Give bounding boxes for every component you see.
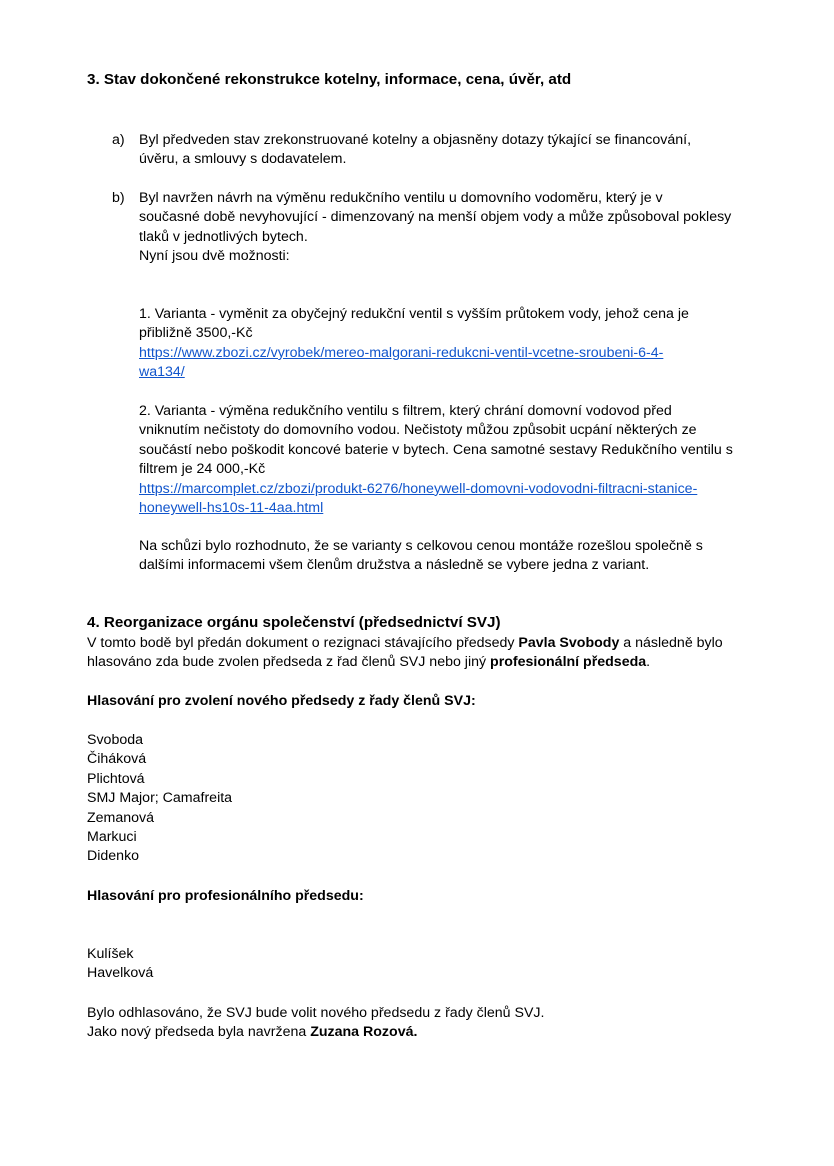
variant-1-link[interactable]: https://www.zbozi.cz/vyrobek/mereo-malgorani-redukcni-ventil-vcetne-sroubeni-6-4- wa134/ [139, 344, 664, 381]
variant-1 [139, 305, 759, 383]
result-paragraph [87, 1004, 767, 1043]
text-line: současné době nevyhovující - dimenzovaný na menší objem vody a může způsoboval poklesy [139, 209, 732, 226]
section-3-heading: 3. Stav dokončené rekonstrukce kotelny, informace, cena, úvěr, atd [87, 71, 572, 88]
text-line: Byl předveden stav zrekonstruované kotelny a objasněny dotazy týkající se financování, [139, 132, 692, 148]
text-line: V tomto bodě byl předán dokument o rezignaci stávajícího předsedy Pavla Svobody a následně bylo [87, 635, 723, 651]
list-item: Svoboda [87, 732, 144, 748]
item-a-label: a) [112, 132, 125, 148]
vote-members-heading: Hlasování pro zvolení nového předsedy z řady členů SVJ: [87, 693, 476, 709]
item-b-text [139, 189, 759, 267]
proposed-chair-name: Zuzana Rozová. [310, 1024, 418, 1041]
text-line: 1. Varianta - vyměnit za obyčejný redukční ventil s vyšším průtokem vody, jehož cena je [139, 306, 689, 322]
variant-2-link[interactable]: https://marcomplet.cz/zbozi/produkt-6276/honeywell-domovni-vodovodni-filtracni-stanice- honeywell-hs10s-11-4aa.html [139, 480, 698, 517]
text-line: vniknutím nečistoty do domovního vodou. Nečistoty můžou způsobit ucpání některých ze [139, 422, 697, 439]
variant-2 [139, 402, 759, 518]
text-line: součástí nebo poškodit koncové baterie v bytech. Cena samotné sestavy Redukčního ventilu s [139, 441, 733, 458]
text-line: Nyní jsou dvě možnosti: [139, 248, 290, 265]
list-item: Zemanová [87, 809, 155, 826]
text-line: Na schůzi bylo rozhodnuto, že se varianty s celkovou cenou montáže rozešlou společně s [139, 538, 703, 554]
list-item: Didenko [87, 848, 140, 865]
text-line: dalšími informacemi všem členům družstva a následně se vybere jedna z variant. [139, 557, 650, 574]
list-item: Markuci [87, 829, 137, 846]
list-item: SMJ Major; Camafreita [87, 790, 233, 807]
section-4-heading: 4. Reorganizace orgánu společenství (předsednictví SVJ) [87, 614, 501, 631]
list-item: Kulíšek [87, 946, 134, 962]
text-line: filtrem je 24 000,-Kč [139, 461, 266, 478]
item-a-text [139, 131, 759, 170]
decision-paragraph [139, 537, 759, 576]
text-line: Jako nový předseda byla navržena Zuzana Rozová. [87, 1024, 418, 1041]
text-line: 2. Varianta - výměna redukčního ventilu s filtrem, který chrání domovní vodovod před [139, 403, 672, 419]
text-line: Byl navržen návrh na výměnu redukčního ventilu u domovního vodoměru, který je v [139, 190, 663, 206]
text-line: přibližně 3500,-Kč [139, 325, 253, 342]
vote-pro-list [87, 945, 153, 984]
item-b-label: b) [112, 190, 125, 206]
text-line: tlaků v jednotlivých bytech. [139, 228, 308, 245]
vote-members-list [87, 731, 232, 867]
list-item: Čiháková [87, 751, 147, 768]
text-line: Bylo odhlasováno, že SVJ bude volit nového předsedu z řady členů SVJ. [87, 1005, 545, 1021]
vote-pro-heading: Hlasování pro profesionálního předsedu: [87, 888, 364, 904]
text-line: úvěru, a smlouvy s dodavatelem. [139, 151, 347, 168]
section-4-intro [87, 634, 767, 673]
text-line: hlasováno zda bude zvolen předseda z řad členů SVJ nebo jiný profesionální předseda. [87, 654, 651, 671]
list-item: Plichtová [87, 770, 145, 787]
list-item: Havelková [87, 965, 154, 982]
